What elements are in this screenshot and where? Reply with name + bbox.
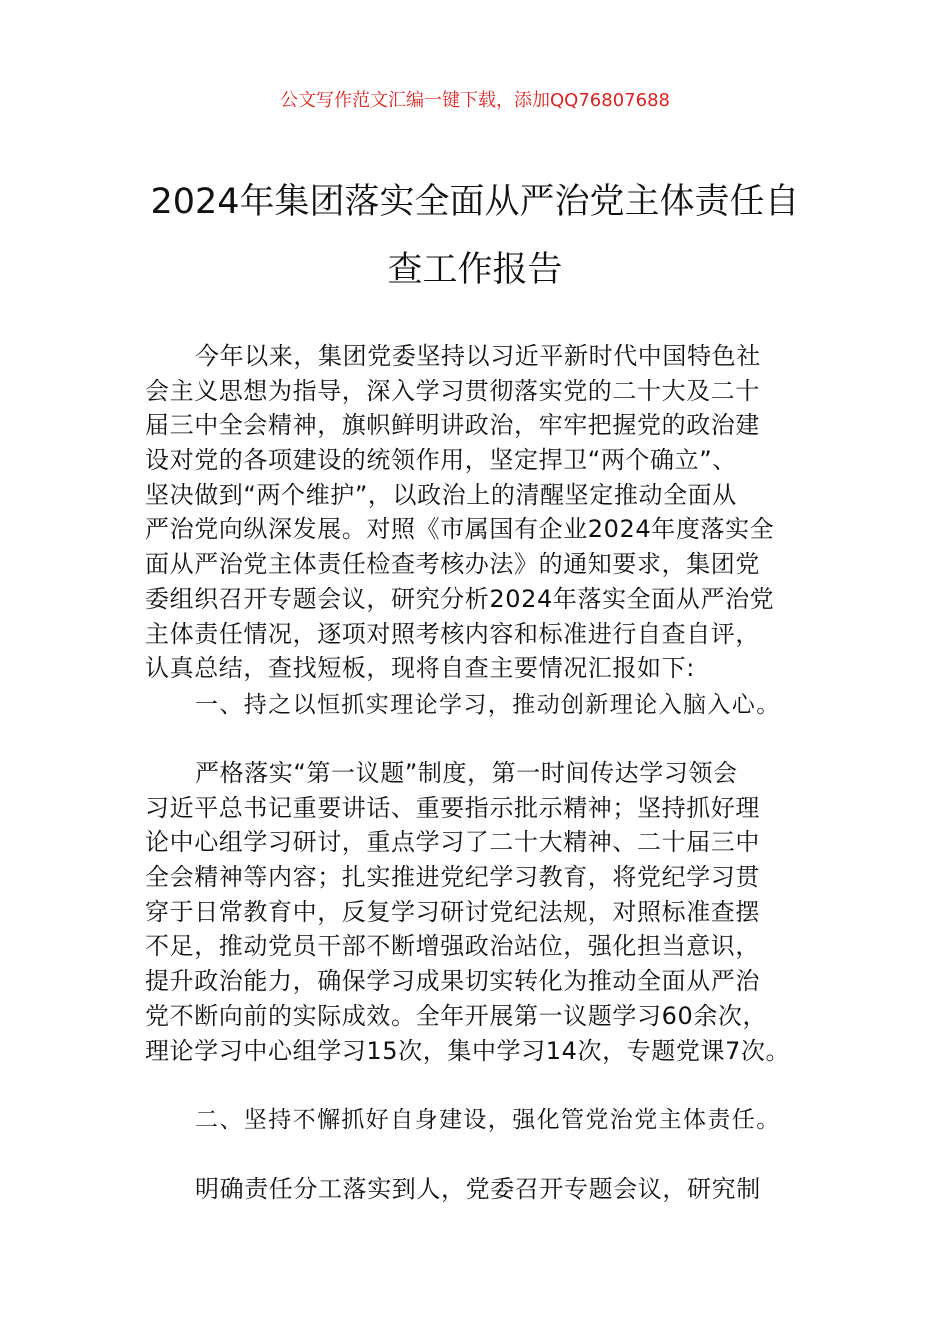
paragraph-line: 全会精神等内容；扎实推进党纪学习教育，将党纪学习贯 bbox=[145, 863, 760, 892]
section-heading-2: 二、坚持不懈抓好自身建设，强化管党治党主体责任。 bbox=[195, 1107, 781, 1133]
paragraph-line: 理论学习中心组学习15次，集中学习14次，专题党课7次。 bbox=[145, 1036, 791, 1065]
paragraph-line: 今年以来，集团党委坚持以习近平新时代中国特色社 bbox=[195, 342, 761, 370]
paragraph-line: 坚决做到“两个维护”，以政治上的清醒坚定推动全面从 bbox=[145, 480, 737, 509]
paragraph-line: 党不断向前的实际成效。全年开展第一议题学习60余次， bbox=[145, 1001, 768, 1030]
paragraph-line: 论中心组学习研讨，重点学习了二十大精神、二十届三中 bbox=[145, 828, 760, 857]
document-title-line-1: 2024年集团落实全面从严治党主体责任自 bbox=[150, 182, 800, 222]
paragraph-intro bbox=[145, 339, 825, 686]
paragraph-line: 明确责任分工落实到人，党委召开专题会议，研究制 bbox=[195, 1175, 761, 1203]
paragraph-line: 严格落实“第一议题”制度，第一时间传达学习领会 bbox=[195, 759, 738, 787]
paragraph-line: 届三中全会精神，旗帜鲜明讲政治，牢牢把握党的政治建 bbox=[145, 411, 760, 440]
paragraph-line: 习近平总书记重要讲话、重要指示批示精神；坚持抓好理 bbox=[145, 793, 760, 822]
paragraph-line: 不足，推动党员干部不断增强政治站位，强化担当意识， bbox=[145, 932, 760, 961]
paragraph-line: 提升政治能力，确保学习成果切实转化为推动全面从严治 bbox=[145, 967, 760, 996]
paragraph-line: 严治党向纵深发展。对照《市属国有企业2024年度落实全 bbox=[145, 515, 775, 544]
paragraph-line: 委组织召开专题会议，研究分析2024年落实全面从严治党 bbox=[145, 584, 775, 613]
paragraph-line: 认真总结，查找短板，现将自查主要情况汇报如下: bbox=[145, 654, 695, 683]
watermark-banner: 公文写作范文汇编一键下载，添加QQ76807688 bbox=[280, 90, 670, 111]
paragraph-section-2 bbox=[145, 1172, 825, 1207]
paragraph-line: 面从严治党主体责任检查考核办法》的通知要求，集团党 bbox=[145, 550, 760, 579]
section-heading-1: 一、持之以恒抓实理论学习，推动创新理论入脑入心。 bbox=[195, 692, 781, 718]
paragraph-line: 主体责任情况，逐项对照考核内容和标准进行自查自评， bbox=[145, 619, 760, 648]
paragraph-line: 穿于日常教育中，反复学习研讨党纪法规，对照标准查摆 bbox=[145, 897, 760, 926]
paragraph-line: 会主义思想为指导，深入学习贯彻落实党的二十大及二十 bbox=[145, 376, 760, 405]
document-title-line-2: 查工作报告 bbox=[387, 250, 563, 290]
paragraph-section-1 bbox=[145, 756, 825, 1068]
paragraph-line: 设对党的各项建设的统领作用，坚定捍卫“两个确立”、 bbox=[145, 446, 737, 475]
